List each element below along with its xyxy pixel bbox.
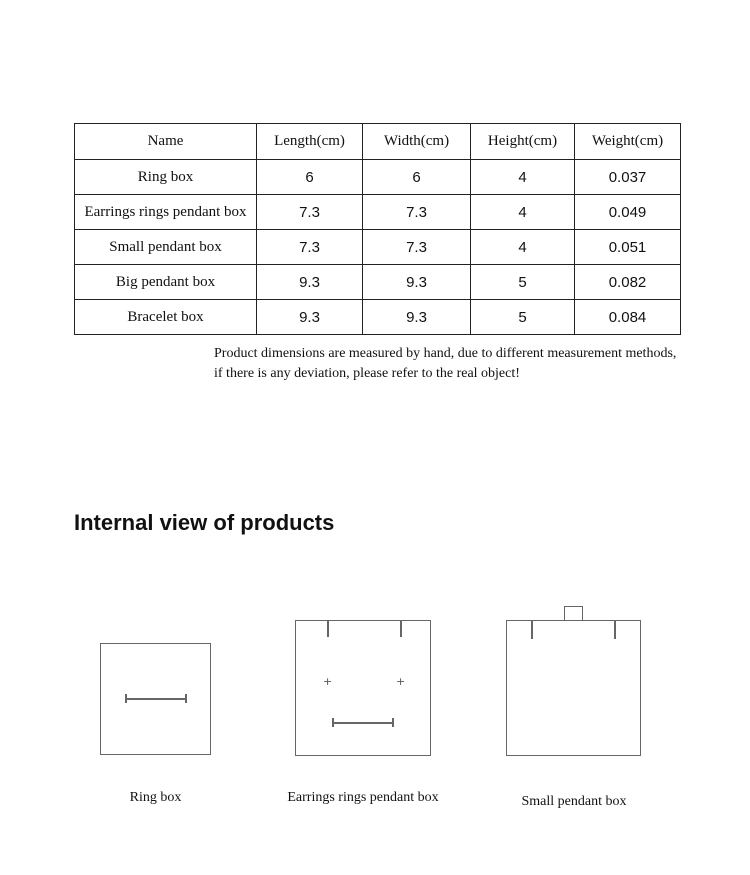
cell-length: 7.3: [257, 230, 363, 265]
table-row: [75, 265, 681, 300]
pendant-hook-left: [531, 621, 533, 639]
note-line-1: Product dimensions are measured by hand, due to different measurement methods,: [214, 346, 677, 361]
table-row: [75, 230, 681, 265]
earring-hole-left-icon: +: [323, 675, 333, 688]
table-row: [75, 300, 681, 335]
pendant-tab-icon: [564, 606, 583, 621]
cell-height: 5: [471, 300, 575, 335]
cell-width: 9.3: [363, 265, 471, 300]
earrings-box-diagram: [295, 620, 431, 756]
cell-length: 6: [257, 160, 363, 195]
header-height: Height(cm): [471, 124, 575, 160]
table-row: [75, 195, 681, 230]
cell-height: 4: [471, 195, 575, 230]
cell-name: Big pendant box: [75, 265, 257, 300]
cell-name: Bracelet box: [75, 300, 257, 335]
cell-length: 9.3: [257, 300, 363, 335]
cell-name: Ring box: [75, 160, 257, 195]
cell-width: 7.3: [363, 195, 471, 230]
cell-length: 7.3: [257, 195, 363, 230]
cell-width: 9.3: [363, 300, 471, 335]
header-name: Name: [75, 124, 257, 160]
small-pendant-box-diagram: [506, 620, 641, 756]
pendant-hook-right: [614, 621, 616, 639]
header-weight: Weight(cm): [575, 124, 681, 160]
dimensions-table: [74, 123, 681, 335]
header-width: Width(cm): [363, 124, 471, 160]
table-header-row: [75, 124, 681, 160]
cell-width: 6: [363, 160, 471, 195]
cell-weight: 0.084: [575, 300, 681, 335]
note-line-2: if there is any deviation, please refer to the real object!: [214, 366, 520, 381]
table-row: [75, 160, 681, 195]
pendant-hook-right: [400, 621, 402, 637]
earring-hole-right-icon: +: [396, 675, 406, 688]
earrings-box-caption: Earrings rings pendant box: [287, 790, 439, 805]
ring-box-caption: Ring box: [129, 790, 182, 805]
cell-height: 4: [471, 160, 575, 195]
ring-box-diagram: [100, 643, 211, 755]
cell-height: 4: [471, 230, 575, 265]
cell-weight: 0.049: [575, 195, 681, 230]
measurement-note: [214, 344, 676, 384]
cell-height: 5: [471, 265, 575, 300]
cell-width: 7.3: [363, 230, 471, 265]
small-pendant-box-caption: Small pendant box: [521, 794, 627, 809]
ring-slot-end-right: [185, 694, 187, 703]
ring-slot-end-right: [392, 718, 394, 727]
section-title: Internal view of products: [74, 510, 335, 535]
cell-weight: 0.037: [575, 160, 681, 195]
cell-name: Small pendant box: [75, 230, 257, 265]
ring-slot: [126, 698, 186, 700]
header-length: Length(cm): [257, 124, 363, 160]
ring-slot: [333, 722, 393, 724]
cell-name: Earrings rings pendant box: [75, 195, 257, 230]
cell-weight: 0.051: [575, 230, 681, 265]
cell-length: 9.3: [257, 265, 363, 300]
ring-slot-end-left: [125, 694, 127, 703]
pendant-hook-left: [327, 621, 329, 637]
ring-slot-end-left: [332, 718, 334, 727]
cell-weight: 0.082: [575, 265, 681, 300]
